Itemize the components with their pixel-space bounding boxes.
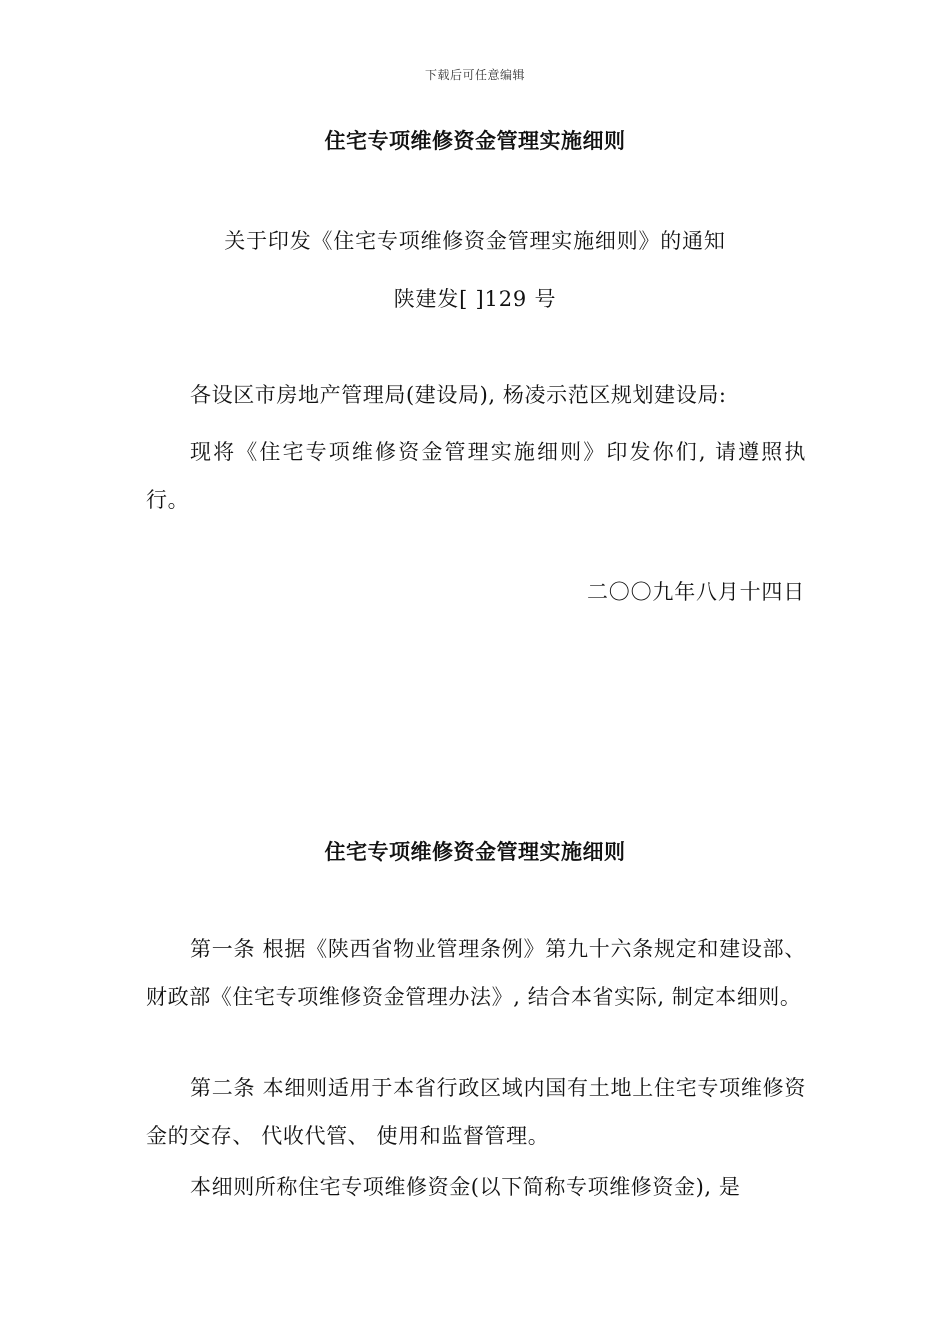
article-1: 第一条 根据《陕西省物业管理条例》第九十六条规定和建设部、 财政部《住宅专项维修资金管理办法》, 结合本省实际, 制定本细则。: [146, 937, 806, 1009]
notice-body-block: [146, 428, 806, 524]
addressee: 各设区市房地产管理局(建设局), 杨凌示范区规划建设局:: [190, 383, 727, 407]
header-note: 下载后可任意编辑: [424, 68, 525, 82]
notice-date: 二〇〇九年八月十四日: [587, 580, 805, 604]
notice-title: 关于印发《住宅专项维修资金管理实施细则》的通知: [224, 229, 726, 253]
document-title: 住宅专项维修资金管理实施细则: [324, 128, 626, 153]
addressee-block: [146, 371, 806, 419]
article-2-para-2: 本细则所称住宅专项维修资金(以下简称专项维修资金), 是: [190, 1175, 741, 1199]
rules-title: 住宅专项维修资金管理实施细则: [324, 839, 626, 864]
notice-body: 现将《住宅专项维修资金管理实施细则》印发你们, 请遵照执行。: [146, 440, 806, 512]
article-2-block: [146, 1064, 806, 1160]
article-2-para-2-block: [146, 1163, 806, 1211]
article-2: 第二条 本细则适用于本省行政区域内国有土地上住宅专项维修资金的交存、 代收代管、 使用和监督管理。: [146, 1076, 806, 1148]
doc-number: 陕建发[ ]129 号: [393, 287, 557, 311]
article-1-block: [146, 925, 806, 1021]
